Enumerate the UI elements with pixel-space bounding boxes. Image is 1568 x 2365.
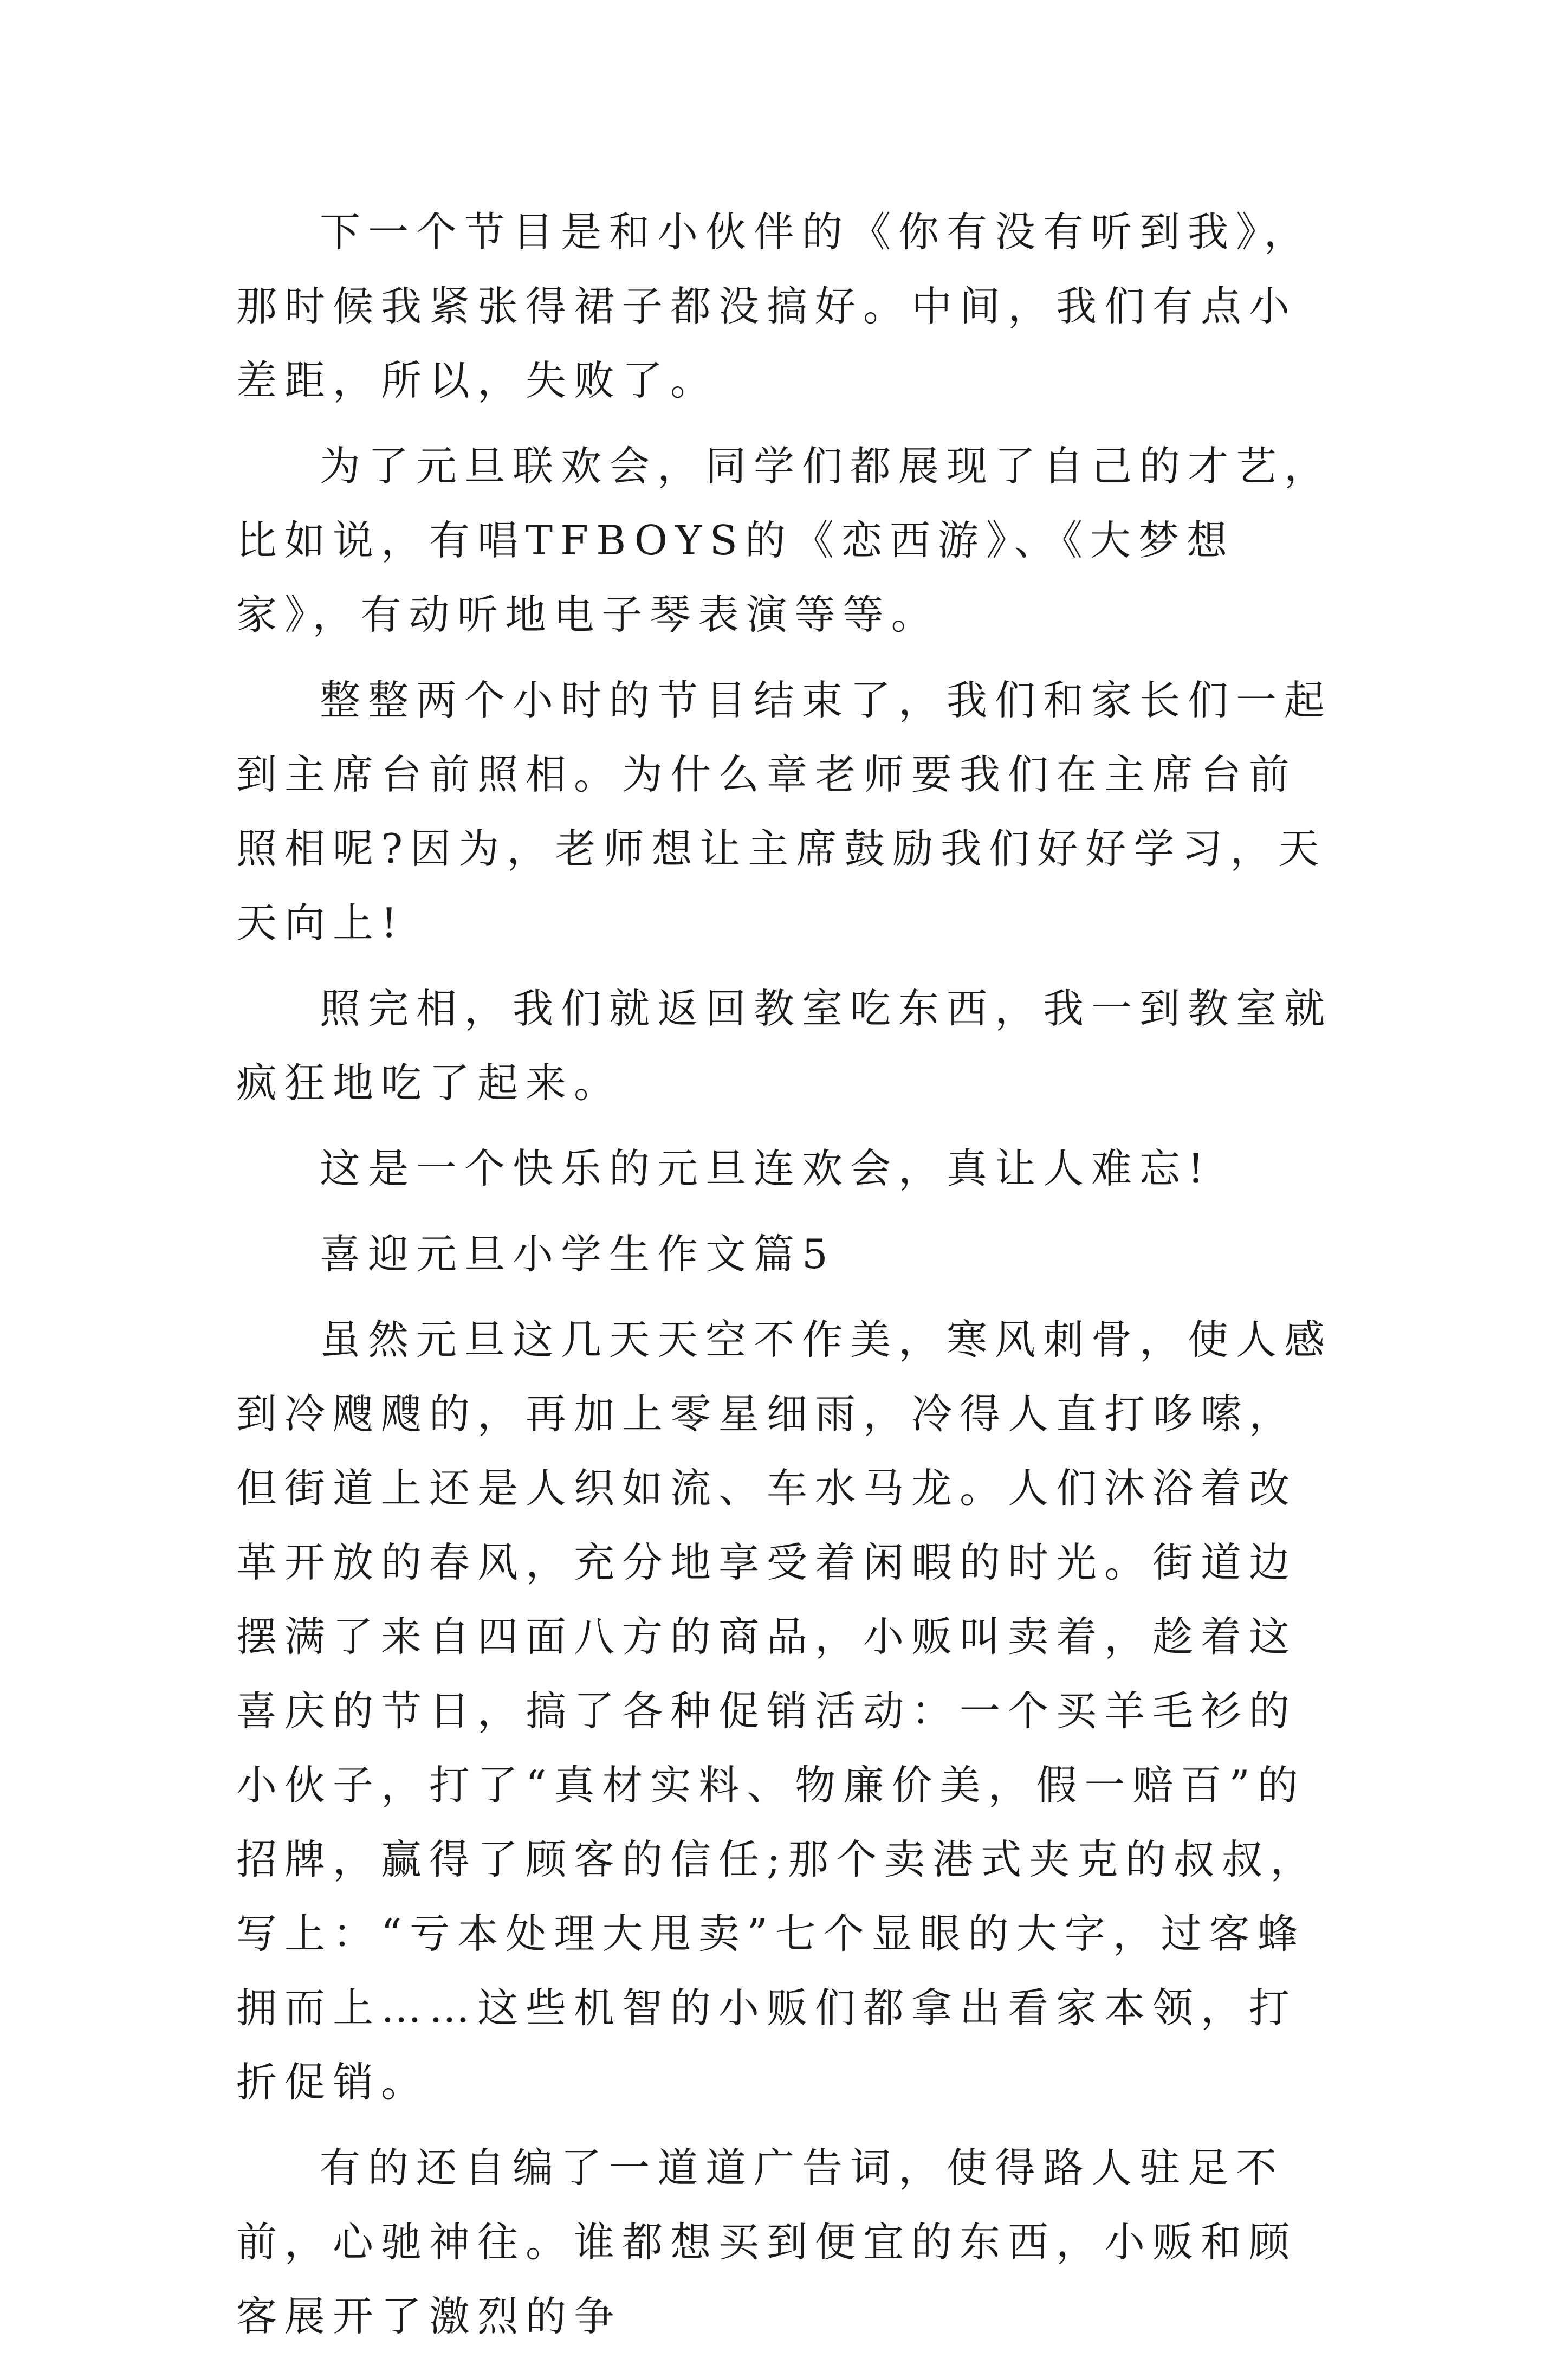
- paragraph-photo: 整整两个小时的节目结束了，我们和家长们一起到主席台前照相。为什么章老师要我们在主席台前照相呢?因为，老师想让主席鼓励我们好好学习，天天向上!: [236, 676, 1333, 947]
- paragraph-eating: 照完相，我们就返回教室吃东西，我一到教室就疯狂地吃了起来。: [236, 985, 1333, 1107]
- section-heading: 喜迎元旦小学生作文篇5: [320, 1230, 835, 1278]
- paragraph-program-song: 下一个节目是和小伙伴的《你有没有听到我》，那时候我紧张得裙子都没搞好。中间，我们有点小差距，所以，失败了。: [236, 208, 1312, 404]
- document-body: [236, 195, 1342, 2365]
- paragraph-talents: 为了元旦联欢会，同学们都展现了自己的才艺，比如说，有唱TFBOYS的《恋西游》、《大梦想家》，有动听地电子琴表演等等。: [236, 442, 1333, 638]
- paragraph-conclusion: 这是一个快乐的元旦连欢会，真让人难忘!: [320, 1145, 1212, 1192]
- paragraph-street-scene: 虽然元旦这几天天空不作美，寒风刺骨，使人感到冷飕飕的，再加上零星细雨，冷得人直打哆嗦，但街道上还是人织如流、车水马龙。人们沐浴着改革开放的春风，充分地享受着闲暇的时光。街道边摆满了来自四面八方的商品，小贩叫卖着，趁着这喜庆的节日，搞了各种促销活动：一个买羊毛衫的小伙子，打了“真材实料、物廉价美，假一赔百”的招牌，赢得了顾客的信任;那个卖港式夹克的叔叔，写上：“亏本处理大甩卖”七个显眼的大字，过客蜂拥而上……这些机智的小贩们都拿出看家本领，打折促销。: [236, 1316, 1333, 2106]
- paragraph-advertising: 有的还自编了一道道广告词，使得路人驻足不前，心驰神往。谁都想买到便宜的东西，小贩和顾客展开了激烈的争: [236, 2144, 1298, 2340]
